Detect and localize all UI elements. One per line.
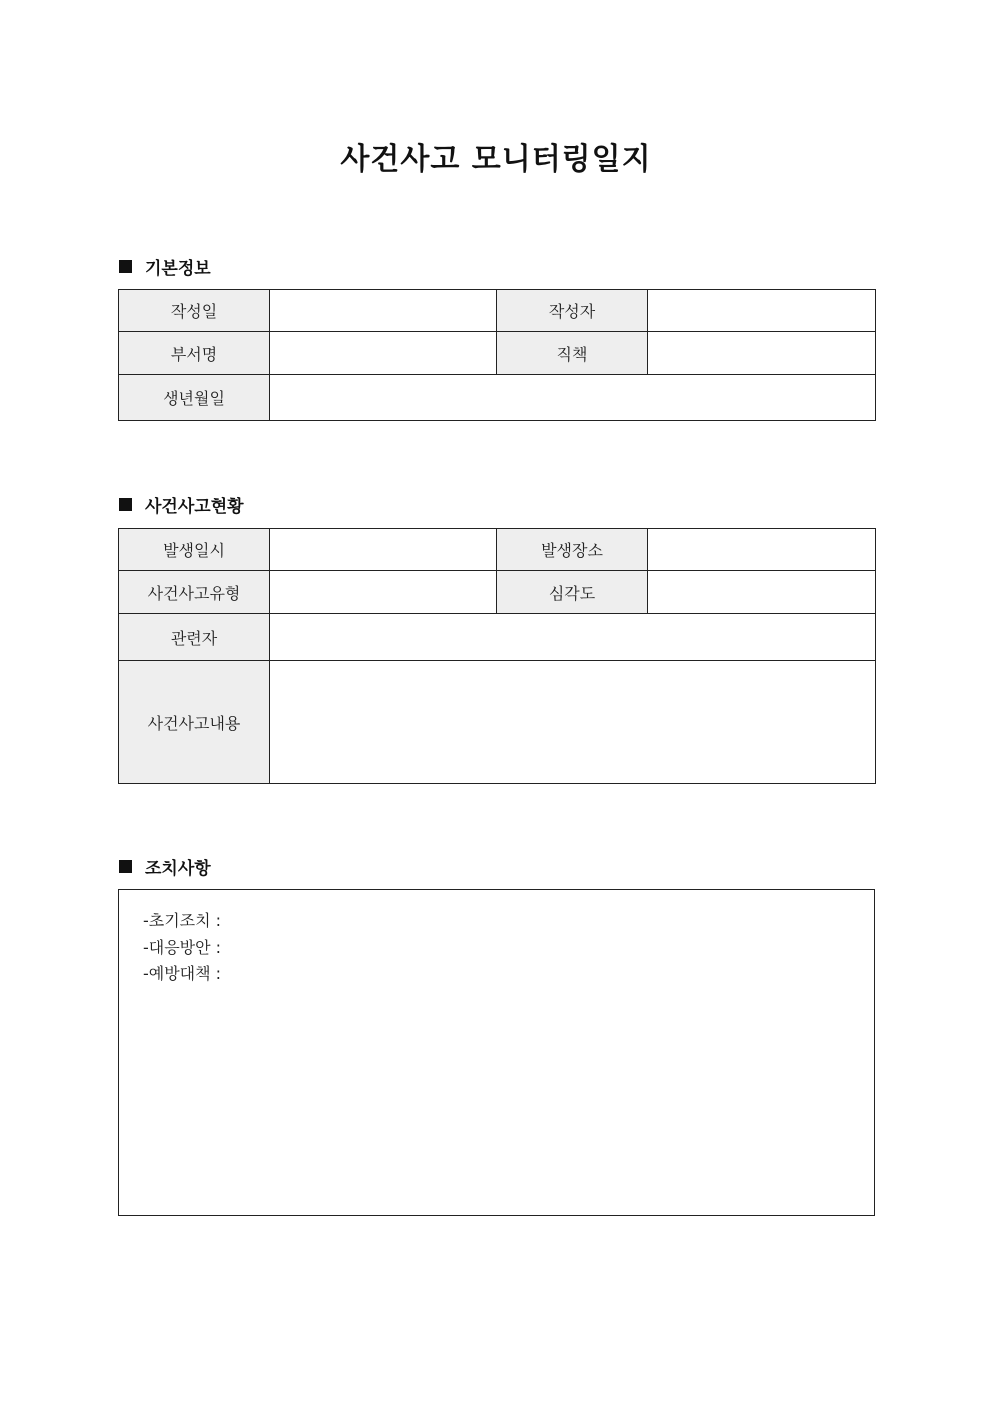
label-type: 사건사고유형 bbox=[119, 571, 270, 614]
field-occurred-at[interactable] bbox=[270, 529, 497, 571]
square-bullet-icon bbox=[119, 860, 132, 873]
label-involved: 관련자 bbox=[119, 614, 270, 661]
label-department: 부서명 bbox=[119, 332, 270, 375]
field-location[interactable] bbox=[648, 529, 876, 571]
label-severity: 심각도 bbox=[497, 571, 648, 614]
field-department[interactable] bbox=[270, 332, 497, 375]
action-line-response: -대응방안 : bbox=[143, 937, 222, 957]
field-author-date[interactable] bbox=[270, 290, 497, 332]
field-author[interactable] bbox=[648, 290, 876, 332]
square-bullet-icon bbox=[119, 498, 132, 511]
label-author: 작성자 bbox=[497, 290, 648, 332]
label-location: 발생장소 bbox=[497, 529, 648, 571]
actions-box[interactable] bbox=[118, 889, 875, 1216]
section-heading-basic-info bbox=[119, 254, 211, 279]
section-heading-incident-status bbox=[119, 492, 244, 517]
incident-status-table bbox=[118, 528, 876, 784]
section-title: 사건사고현황 bbox=[145, 497, 244, 517]
section-title: 기본정보 bbox=[145, 259, 211, 279]
label-occurred-at: 발생일시 bbox=[119, 529, 270, 571]
section-title: 조치사항 bbox=[145, 859, 211, 879]
label-content: 사건사고내용 bbox=[119, 661, 270, 784]
square-bullet-icon bbox=[119, 260, 132, 273]
page-title: 사건사고 모니터링일지 bbox=[340, 142, 652, 177]
field-content[interactable] bbox=[270, 661, 876, 784]
label-position: 직책 bbox=[497, 332, 648, 375]
field-severity[interactable] bbox=[648, 571, 876, 614]
action-line-initial: -초기조치 : bbox=[143, 911, 222, 930]
label-birthdate: 생년월일 bbox=[119, 375, 270, 421]
action-line-prevention: -예방대책 : bbox=[143, 964, 222, 983]
label-author-date: 작성일 bbox=[119, 290, 270, 332]
section-heading-actions bbox=[119, 854, 211, 879]
basic-info-table bbox=[118, 289, 876, 421]
field-birthdate[interactable] bbox=[270, 375, 876, 421]
field-position[interactable] bbox=[648, 332, 876, 375]
field-type[interactable] bbox=[270, 571, 497, 614]
field-involved[interactable] bbox=[270, 614, 876, 661]
